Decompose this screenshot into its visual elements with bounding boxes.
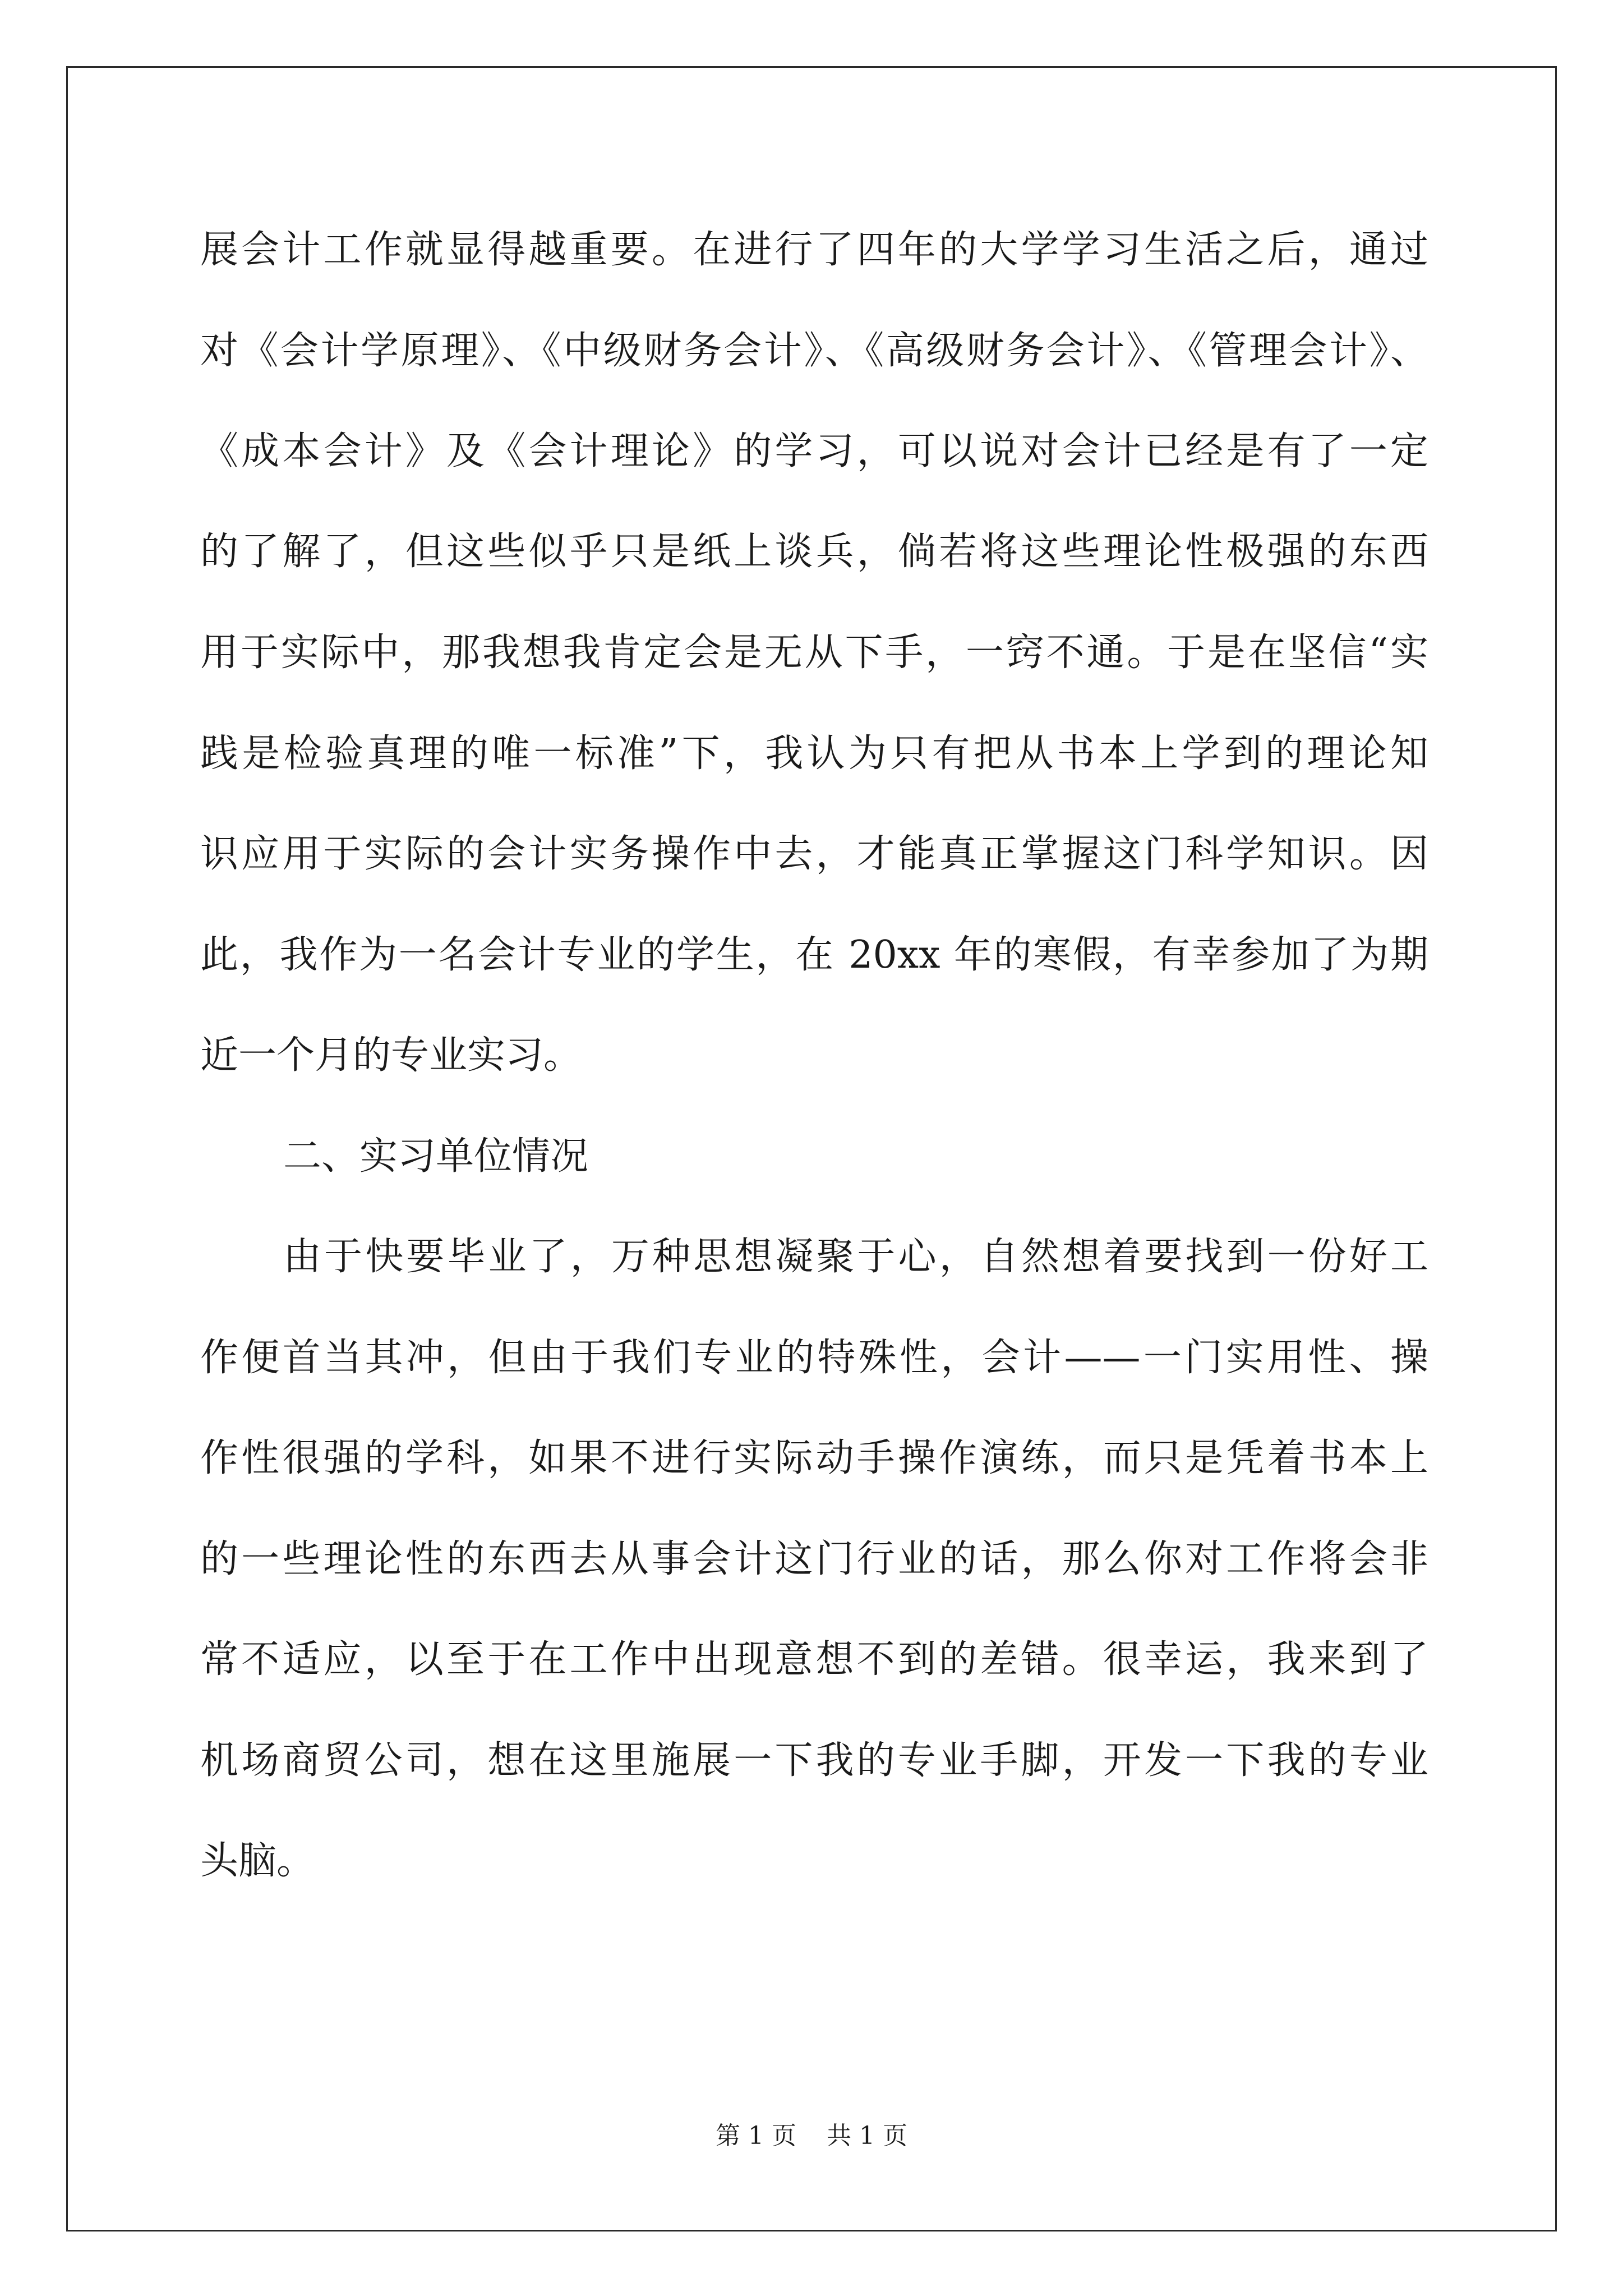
page-footer xyxy=(0,2119,1623,2153)
paragraph-2-line-5: 常不适应，以至于在工作中出现意想不到的差错。很幸运，我来到了 xyxy=(200,1637,1428,1682)
paragraph-2-line-6: 机场商贸公司，想在这里施展一下我的专业手脚，开发一下我的专业 xyxy=(200,1738,1428,1783)
paragraph-2-line-7: 头脑。 xyxy=(200,1839,315,1883)
section-heading: 二、实习单位情况 xyxy=(283,1134,589,1179)
page-total: 共 1 页 xyxy=(827,2122,907,2150)
paragraph-1-line-2: 对《会计学原理》、《中级财务会计》、《高级财务会计》、《管理会计》、 xyxy=(200,329,1428,373)
paragraph-1-line-8: 此，我作为一名会计专业的学生，在 20xx 年的寒假，有幸参加了为期 xyxy=(200,933,1428,977)
paragraph-2-line-1: 由于快要毕业了，万种思想凝聚于心，自然想着要找到一份好工 xyxy=(283,1235,1428,1279)
paragraph-1-line-5: 用于实际中，那我想我肯定会是无从下手，一窍不通。于是在坚信“实 xyxy=(200,631,1428,675)
paragraph-1-line-1: 展会计工作就显得越重要。在进行了四年的大学学习生活之后，通过 xyxy=(200,228,1428,272)
page-number: 第 1 页 xyxy=(716,2122,796,2150)
paragraph-2-line-4: 的一些理论性的东西去从事会计这门行业的话，那么你对工作将会非 xyxy=(200,1537,1428,1581)
paragraph-2-line-2: 作便首当其冲，但由于我们专业的特殊性，会计——一门实用性、操 xyxy=(200,1336,1428,1380)
paragraph-1-line-3: 《成本会计》及《会计理论》的学习，可以说对会计已经是有了一定 xyxy=(200,429,1428,473)
paragraph-2-line-3: 作性很强的学科，如果不进行实际动手操作演练，而只是凭着书本上 xyxy=(200,1436,1428,1480)
paragraph-1-line-9: 近一个月的专业实习。 xyxy=(200,1033,582,1078)
paragraph-1-line-4: 的了解了，但这些似乎只是纸上谈兵，倘若将这些理论性极强的东西 xyxy=(200,530,1428,574)
paragraph-1-line-6: 践是检验真理的唯一标准”下，我认为只有把从书本上学到的理论知 xyxy=(200,731,1428,776)
paragraph-1-line-7: 识应用于实际的会计实务操作中去，才能真正掌握这门科学知识。因 xyxy=(200,832,1428,876)
